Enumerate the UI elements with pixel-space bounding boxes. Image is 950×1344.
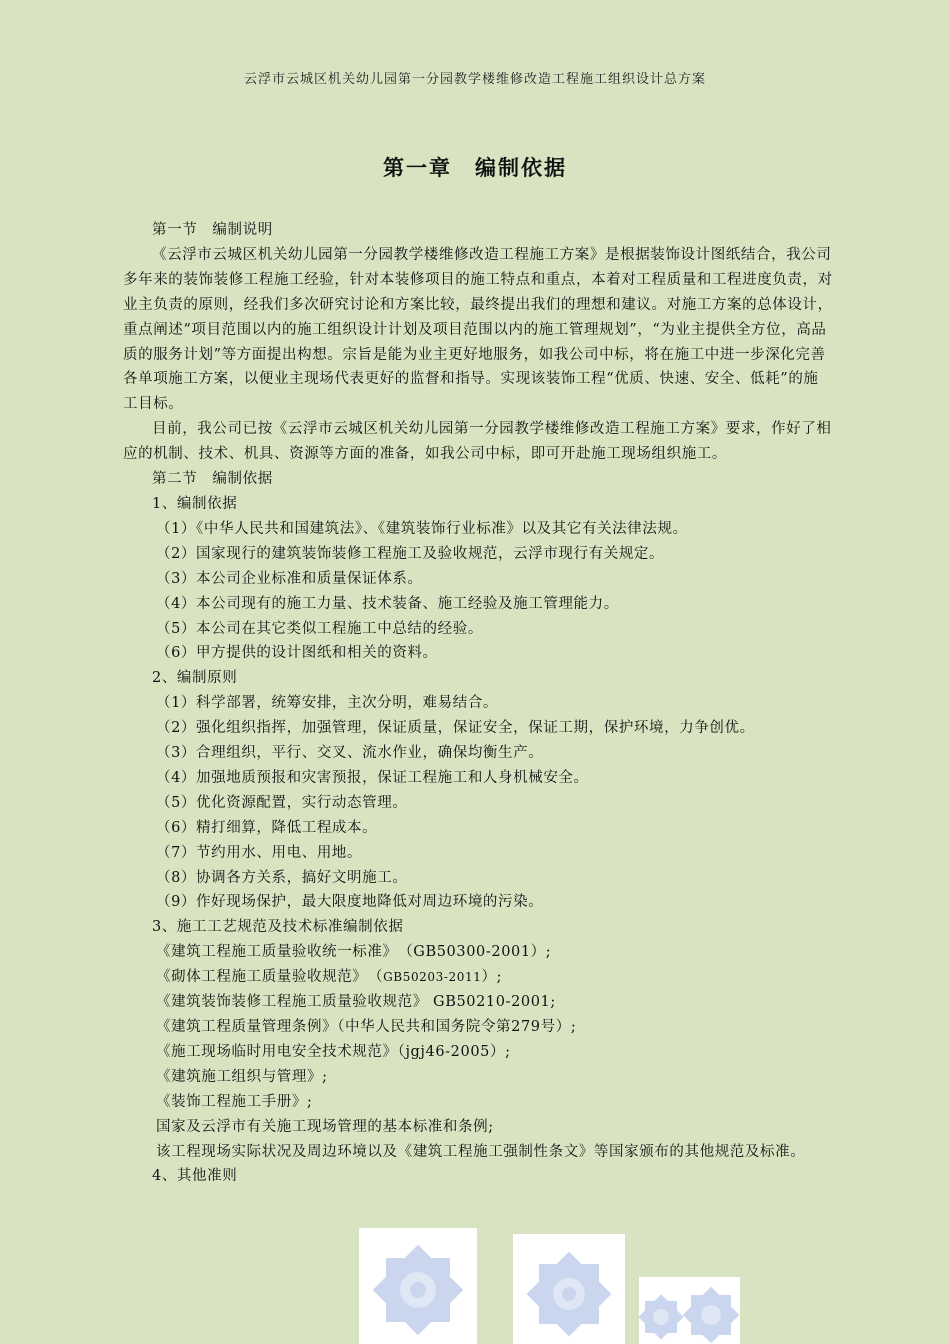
list-item: （1）《中华人民共和国建筑法》、《建筑装饰行业标准》以及其它有关法律法规。: [156, 520, 688, 537]
standard-title: 《砌体工程施工质量验收规范》 （: [156, 969, 384, 986]
list-item: （3）本公司企业标准和质量保证体系。: [156, 570, 423, 587]
list-item: （5）本公司在其它类似工程施工中总结的经验。: [156, 620, 483, 637]
flower-watermark-icon: [513, 1234, 625, 1344]
watermark-tile: [513, 1234, 625, 1344]
standard-item: 《施工现场临时用电安全技术规范》（jgj46-2005）;: [156, 1043, 511, 1060]
paragraph-intro: 《云浮市云城区机关幼儿园第一分园教学楼维修改造工程施工方案》是根据装饰设计图纸结合，我公司多年来的装饰装修工程施工经验，针对本装修项目的施工特点和重点，本着对工程质量和工程进度负责，对业主负责的原则，经我们多次研究讨论和方案比较，最终提出我们的理想和建议。对施工方案的总体设计，重点阐述“项目范围以内的施工组织设计计划及项目范围以内的施工管理规划”，“为业主提供全方位，高品质的服务计划”等方面提出构想。宗旨是能为业主更好地服务，如我公司中标，将在施工中进一步深化完善各单项施工方案，以便业主现场代表更好的监督和指导。实现该装饰工程“优质、快速、安全、低耗”的施工目标。: [123, 246, 833, 413]
list-item: （4）加强地质预报和灾害预报，保证工程施工和人身机械安全。: [156, 769, 589, 786]
list-item: （3）合理组织，平行、交叉、流水作业，确保均衡生产。: [156, 745, 544, 762]
list-item: （1）科学部署，统筹安排，主次分明，难易结合。: [156, 695, 499, 712]
document-body: [123, 218, 833, 1189]
list-item: （9）作好现场保护，最大限度地降低对周边环境的污染。: [156, 894, 544, 911]
subheading-standards: 3、施工工艺规范及技术标准编制依据: [152, 919, 404, 936]
standard-item: 《建筑施工组织与管理》;: [156, 1068, 328, 1085]
subheading-basis: 1、编制依据: [152, 495, 238, 512]
list-item: （2）国家现行的建筑装饰装修工程施工及验收规范，云浮市现行有关规定。: [156, 545, 665, 562]
list-item: （7）节约用水、用电、用地。: [156, 844, 363, 861]
list-item: （2）强化组织指挥，加强管理，保证质量，保证安全，保证工期，保护环境，力争创优。: [156, 720, 755, 737]
paragraph-preparation: 目前，我公司已按《云浮市云城区机关幼儿园第一分园教学楼维修改造工程施工方案》要求，作好了相应的机制、技术、机具、资源等方面的准备，如我公司中标，即可开赴施工现场组织施工。: [123, 421, 832, 463]
standard-item: 国家及云浮市有关施工现场管理的基本标准和条例;: [156, 1118, 494, 1135]
list-item: （6）甲方提供的设计图纸和相关的资料。: [156, 645, 438, 662]
standard-item: 《建筑装饰装修工程施工质量验收规范》 GB50210-2001;: [156, 994, 556, 1011]
subheading-other: 4、其他准则: [152, 1168, 238, 1185]
watermark-tile: [639, 1277, 740, 1344]
chapter-title: 第一章 编制依据: [383, 155, 567, 180]
standard-item: 《建筑工程质量管理条例》（中华人民共和国务院令第279号）;: [156, 1019, 577, 1035]
section-heading-2: 第二节 编制依据: [152, 471, 273, 488]
standard-item: [123, 965, 833, 990]
standard-item: 该工程现场实际状况及周边环境以及《建筑工程施工强制性条文》等国家颁布的其他规范及标准。: [156, 1143, 806, 1160]
list-item: （6）精打细算，降低工程成本。: [156, 819, 378, 836]
standard-item: 《装饰工程施工手册》;: [156, 1093, 313, 1110]
subheading-principles: 2、编制原则: [152, 670, 238, 687]
list-item: （5）优化资源配置，实行动态管理。: [156, 794, 408, 811]
flower-watermark-icon: [359, 1228, 477, 1344]
running-header: 云浮市云城区机关幼儿园第一分园教学楼维修改造工程施工组织设计总方案: [243, 72, 706, 87]
watermark-tile: [359, 1228, 477, 1344]
standard-end: ）;: [481, 969, 503, 986]
section-heading-1: 第一节 编制说明: [152, 222, 273, 238]
standard-code: GB50203-2011: [383, 970, 482, 985]
standard-item: 《建筑工程施工质量验收统一标准》 （GB50300-2001）;: [156, 944, 552, 961]
flower-watermark-icon: [639, 1277, 740, 1344]
list-item: （4）本公司现有的施工力量、技术装备、施工经验及施工管理能力。: [156, 595, 619, 612]
list-item: （8）协调各方关系，搞好文明施工。: [156, 869, 408, 886]
